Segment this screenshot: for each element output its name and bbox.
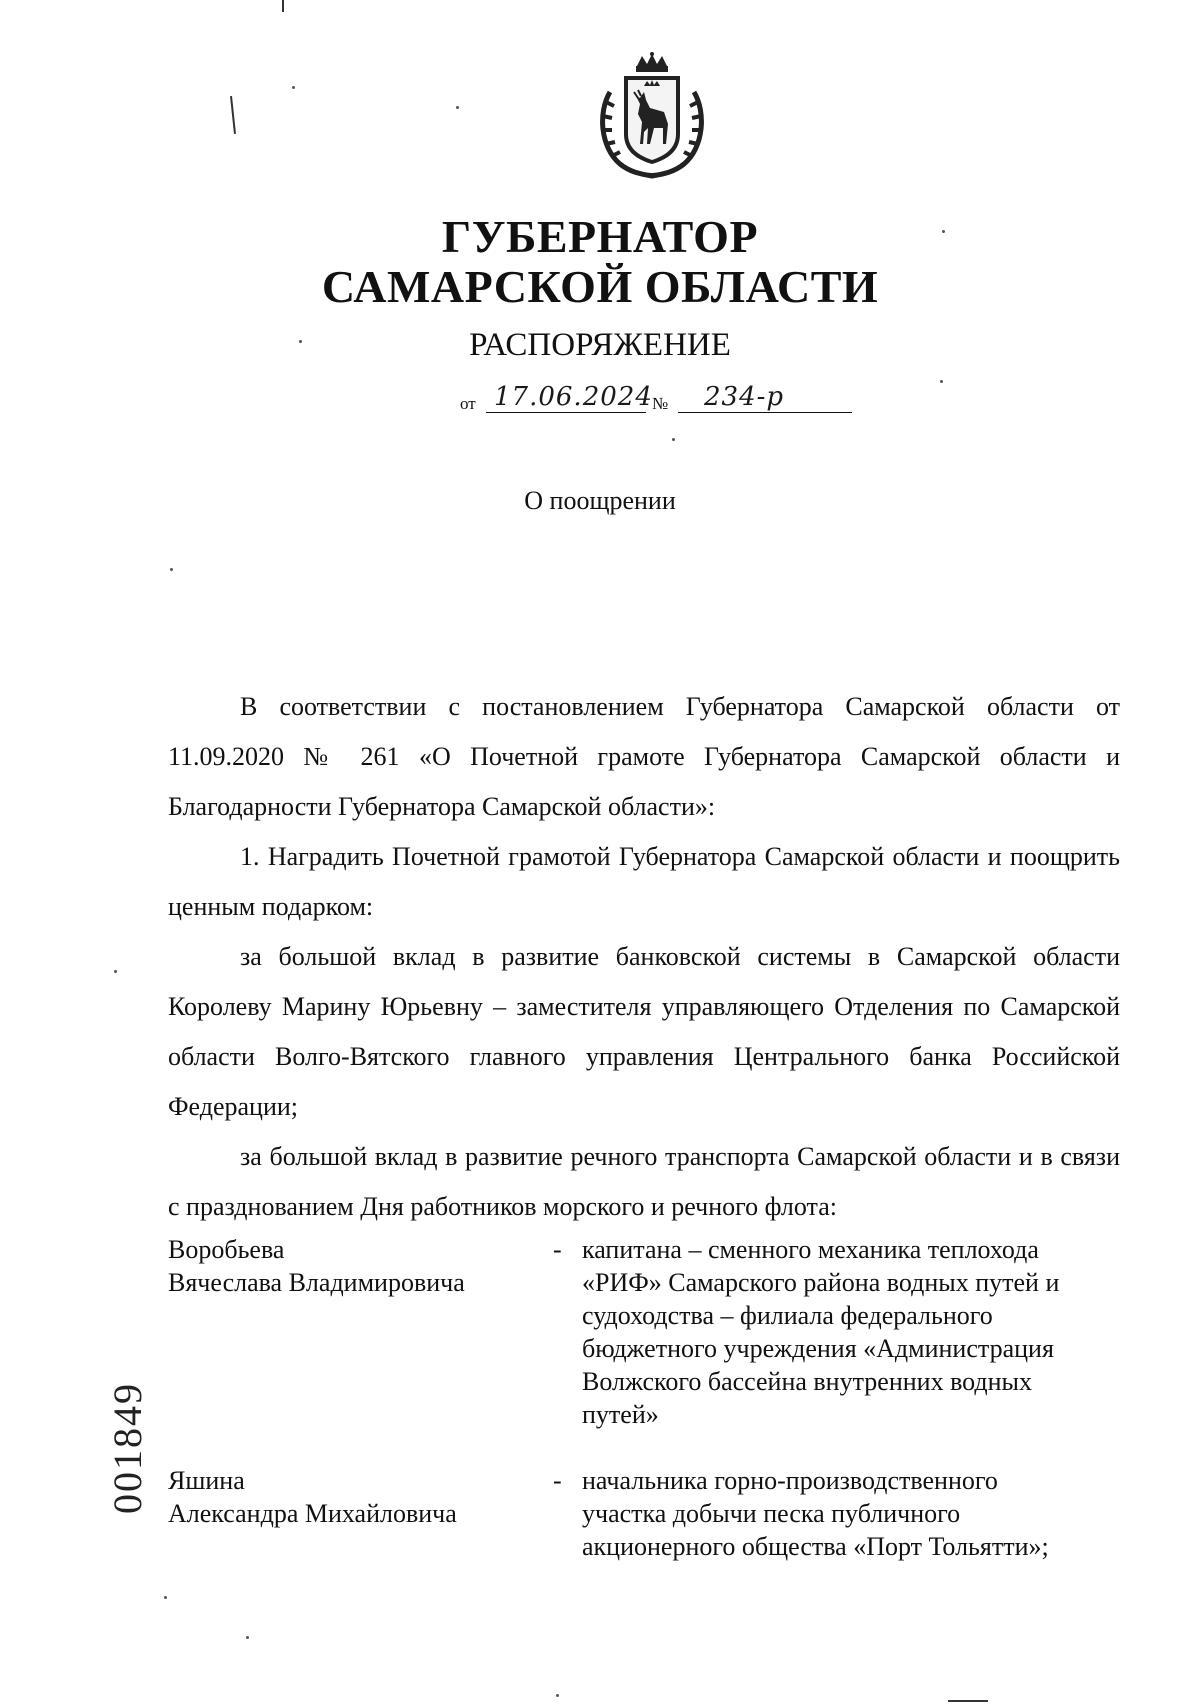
issuer-line-2: САМАРСКОЙ ОБЛАСТИ [321, 261, 879, 312]
position-line: участка добычи песка публичного [582, 1499, 961, 1528]
number-prefix: № [652, 394, 669, 413]
document-body [168, 682, 1120, 1232]
position-line: акционерного общества «Порт Тольятти»; [582, 1532, 1049, 1561]
scan-speck [246, 1636, 249, 1639]
awardee-surname: Яшина [168, 1466, 245, 1495]
river-transport-paragraph: за большой вклад в развитие речного транспорта Самарской области и в связи с празднованием Дня работников морского и речного флота: [168, 1142, 1120, 1221]
scan-speck [672, 438, 675, 441]
document-subject: О поощрении [524, 486, 676, 515]
number-underline [678, 412, 852, 413]
document-type: РАСПОРЯЖЕНИЕ [469, 327, 731, 363]
awardee-surname: Воробьева [168, 1235, 285, 1264]
scan-mark [282, 0, 284, 12]
scan-speck [164, 1596, 167, 1599]
date-underline [486, 412, 646, 413]
awardee-name [168, 1233, 528, 1299]
scan-speck [942, 230, 945, 233]
awardee-given-names: Александра Михайловича [168, 1499, 457, 1528]
awardee-position [582, 1233, 1120, 1431]
scan-speck [114, 970, 117, 973]
position-line: начальника горно-производственного [582, 1466, 998, 1495]
position-line: путей» [582, 1400, 659, 1429]
position-line: бюджетного учреждения «Администрация [582, 1334, 1054, 1363]
scan-speck [170, 568, 173, 571]
scan-speck [940, 380, 943, 383]
date-number-line [460, 384, 852, 420]
preamble-paragraph: В соответствии с постановлением Губернатора Самарской области от 11.09.2020 № 261 «О Почетной грамоте Губернатора Самарской области и Благодарности Губернатора Самарской области»: [168, 692, 1120, 821]
serial-number: 001849 [105, 1382, 150, 1514]
position-line: Волжского бассейна внутренних водных [582, 1367, 1033, 1396]
position-line: капитана – сменного механика теплохода [582, 1235, 1039, 1264]
scan-mark [948, 1700, 988, 1702]
position-line: «РИФ» Самарского района водных путей и [582, 1268, 1060, 1297]
awardee-name [168, 1464, 528, 1530]
position-line: судоходства – филиала федерального [582, 1301, 993, 1330]
entry-dash: - [553, 1235, 562, 1264]
scan-speck [292, 86, 295, 89]
awardee-given-names: Вячеслава Владимировича [168, 1268, 465, 1297]
samara-coat-of-arms-icon [590, 52, 715, 182]
handwritten-date: 17.06.2024 [494, 382, 653, 412]
award-clause-paragraph: 1. Наградить Почетной грамотой Губернатора Самарской области и поощрить ценным подарком: [168, 842, 1120, 921]
awardee-position [582, 1464, 1120, 1563]
scan-speck [299, 340, 302, 343]
entry-dash: - [553, 1466, 562, 1495]
issuer-line-1: ГУБЕРНАТОР [441, 211, 759, 262]
scan-mark [230, 96, 236, 134]
scan-speck [456, 106, 459, 109]
handwritten-number: 234-р [704, 382, 785, 412]
banking-award-paragraph: за большой вклад в развитие банковской системы в Самарской области Королеву Марину Юрьевну – заместителя управляющего Отделения по Самарской области Волго-Вятского главного управления Центрального банка Российской Федерации; [168, 942, 1120, 1121]
date-prefix: от [460, 394, 476, 413]
scan-speck [556, 1694, 559, 1697]
document-header [0, 212, 1200, 364]
